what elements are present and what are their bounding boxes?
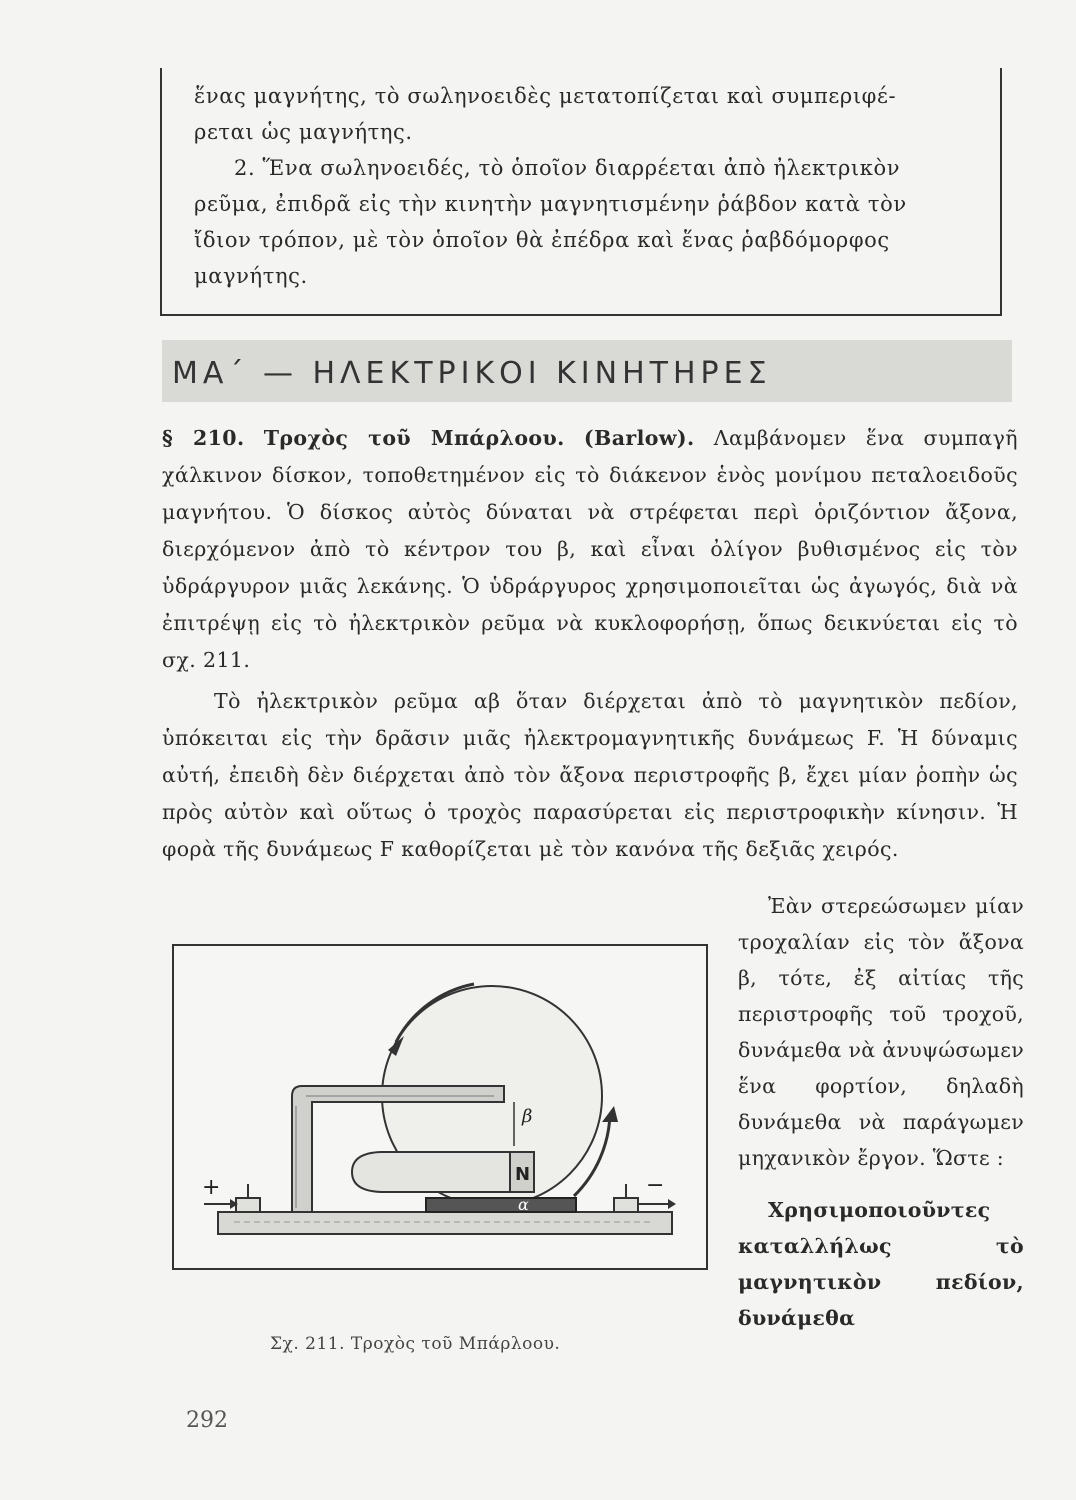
mercury-trough xyxy=(426,1198,576,1212)
terminal-left xyxy=(236,1198,260,1212)
minus-label: − xyxy=(646,1173,665,1198)
box-line: ἕνας μαγνήτης, τὸ σωληνοειδὲς μετατοπίζεται καὶ συμπεριφέ- xyxy=(194,84,897,108)
terminal-right xyxy=(614,1198,638,1212)
box-line: ρεῦμα, ἐπιδρᾶ εἰς τὴν κινητὴν μαγνητισμένην ῥάβδον κατὰ τὸν xyxy=(194,192,907,216)
section-heading: ΜΑ΄ — ΗΛΕΚΤΡΙΚΟΙ ΚΙΝΗΤΗΡΕΣ xyxy=(172,356,772,391)
box-line: μαγνήτης. xyxy=(194,264,308,288)
horseshoe-magnet xyxy=(352,1152,524,1192)
plus-label: + xyxy=(202,1175,221,1200)
box-line: ρεται ὡς μαγνήτης. xyxy=(194,120,413,144)
axle-beta-label: β xyxy=(522,1106,533,1127)
figure-barlow-wheel xyxy=(172,944,708,1270)
main-text xyxy=(162,420,1018,868)
summary-box xyxy=(160,68,1002,316)
page-number: 292 xyxy=(186,1408,228,1433)
barlow-wheel-diagram xyxy=(174,946,706,1268)
box-line: 2. Ἕνα σωληνοειδές, τὸ ὁποῖον διαρρέεται ἀπὸ ἠλεκτρικὸν xyxy=(234,156,901,180)
pole-N-label: N xyxy=(515,1164,531,1185)
paragraph-text: Λαμβάνομεν ἕνα συμπαγῆ χάλκινον δίσκον, τοποθετημένον εἰς τὸ διάκενον ἑνὸς μονίμου πεταλοειδοῦς μαγνήτου. Ὁ δίσκος αὐτὸς δύναται νὰ στρέφεται περὶ ὁριζόντιον ἄξονα, διερχόμενον ἀπὸ τὸ κέντρον του β, καὶ εἶναι ὀλίγον βυθισμένος εἰς τὸν ὑδράργυρον μιᾶς λεκάνης. Ὁ ὑδράργυρος χρησιμοποιεῖται ὡς ἀγωγός, διὰ νὰ ἐπιτρέψῃ εἰς τὸ ἠλεκτρικὸν ρεῦμα νὰ κυκλοφορήσῃ, ὅπως δεικνύεται εἰς τὸ σχ. 211. xyxy=(162,426,1018,672)
section-title: Τροχὸς τοῦ Μπάρλοου. xyxy=(263,426,565,450)
side-bold-paragraph: Χρησιμοποιοῦντες καταλλήλως τὸ μαγνητικὸν πεδίον, δυνάμεθα xyxy=(738,1198,1024,1330)
paragraph-barlow xyxy=(162,420,1018,679)
side-column xyxy=(738,888,1024,1336)
section-number: § 210. xyxy=(162,426,245,450)
paragraph-force: Τὸ ἠλεκτρικὸν ρεῦμα αβ ὅταν διέρχεται ἀπὸ τὸ μαγνητικὸν πεδίον, ὑπόκειται εἰς τὴν δρᾶσιν μιᾶς ἠλεκτρομαγνητικῆς δυνάμεως F. Ἡ δύναμις αὐτή, ἐπειδὴ δὲν διέρχεται ἀπὸ τὸν ἄξονα περιστροφῆς β, ἔχει μίαν ῥοπὴν ὡς πρὸς αὐτὸν καὶ οὕτως ὁ τροχὸς παρασύρεται εἰς περιστροφικὴν κίνησιν. Ἡ φορὰ τῆς δυνάμεως F καθορίζεται μὲ τὸν κανόνα τῆς δεξιᾶς χειρός. xyxy=(162,689,1018,861)
contact-alpha-label: α xyxy=(518,1195,529,1214)
side-paragraph: Ἐὰν στερεώσωμεν μίαν τροχαλίαν εἰς τὸν ἄξονα β, τότε, ἐξ αἰτίας τῆς περιστροφῆς τοῦ τροχοῦ, δυνάμεθα νὰ ἀνυψώσωμεν ἕνα φορτίον, δηλαδὴ δυνάμεθα νὰ παράγωμεν μηχανικὸν ἔργον. Ὥστε : xyxy=(738,894,1024,1170)
figure-caption: Σχ. 211. Τροχὸς τοῦ Μπάρλοου. xyxy=(270,1334,561,1354)
section-name: (Barlow). xyxy=(583,426,695,450)
box-line: ἴδιον τρόπον, μὲ τὸν ὁποῖον θὰ ἐπέδρα καὶ ἕνας ῥαβδόμορφος xyxy=(194,228,890,252)
base-board xyxy=(218,1212,672,1234)
